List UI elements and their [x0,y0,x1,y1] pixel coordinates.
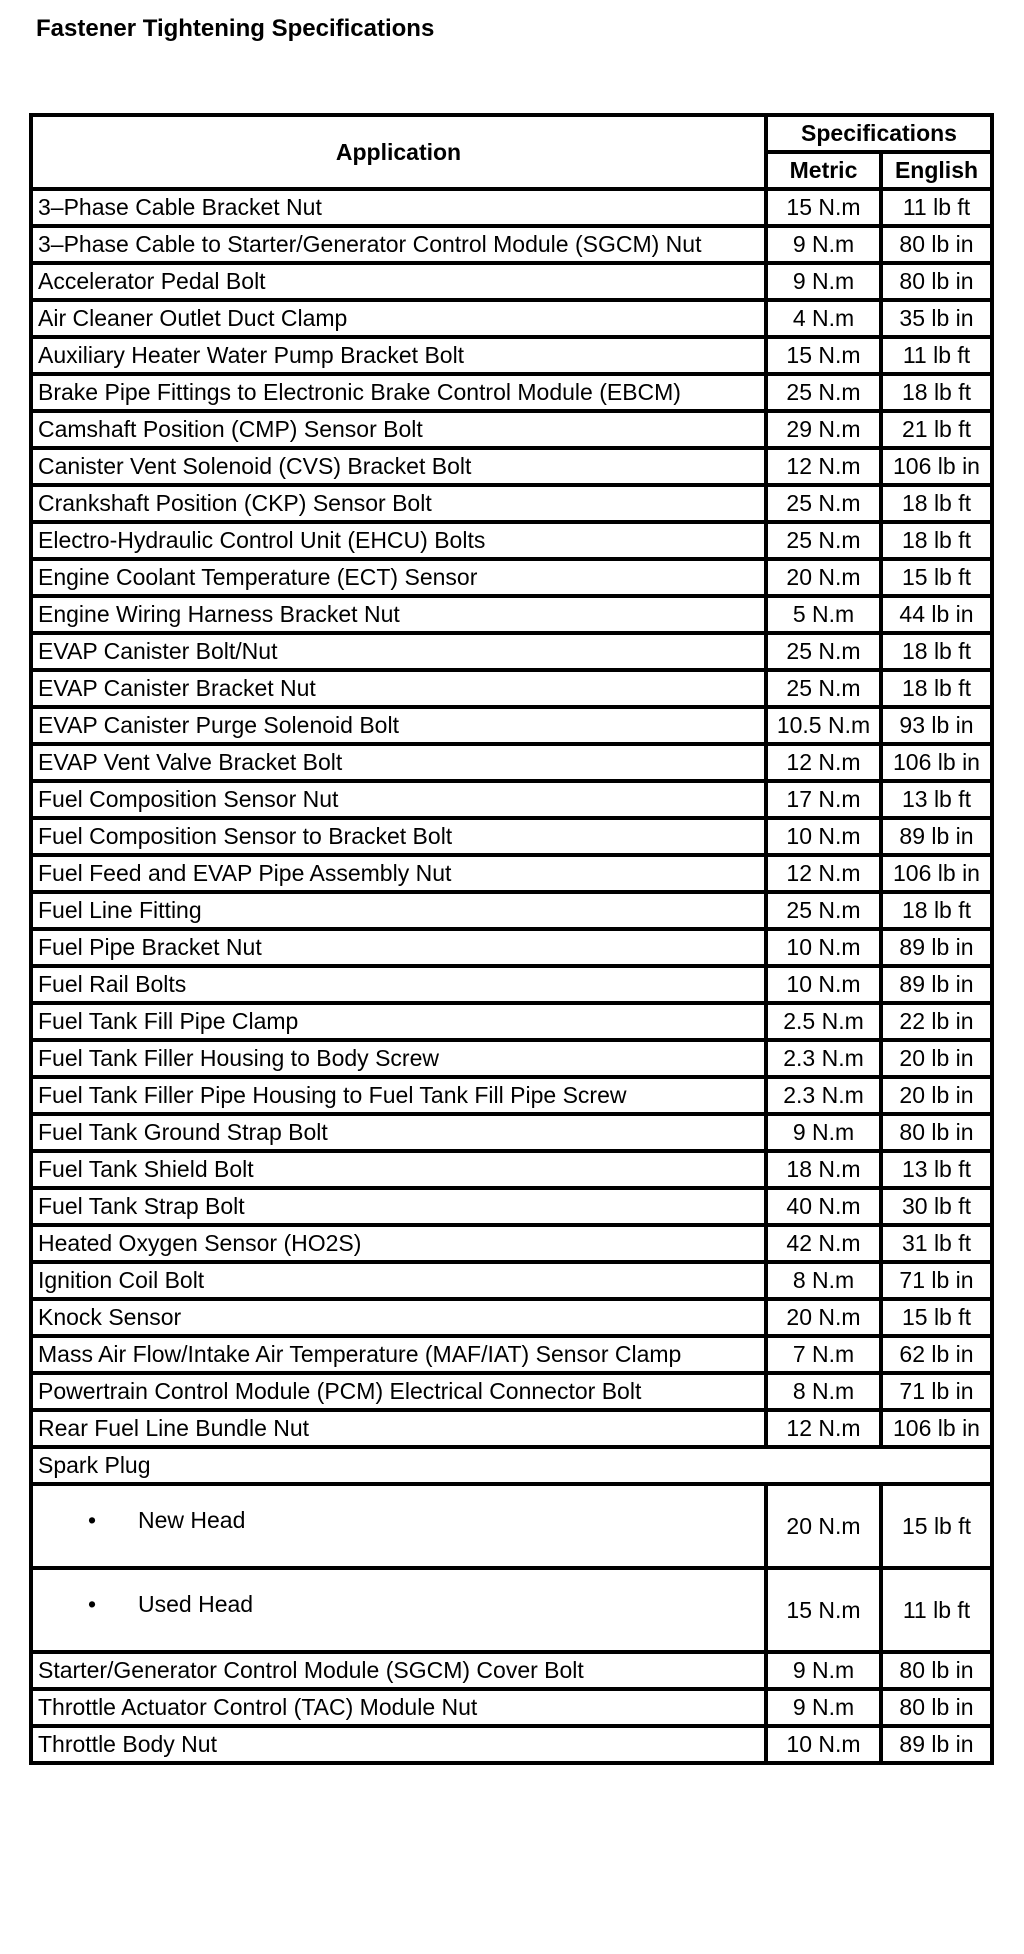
application-cell: Powertrain Control Module (PCM) Electrical Connector Bolt [31,1373,766,1410]
application-cell [31,1568,766,1652]
table-row [31,633,992,670]
metric-cell: 9 N.m [766,226,881,263]
english-cell: 89 lb in [881,818,992,855]
metric-cell: 15 N.m [766,337,881,374]
bullet-icon: • [88,1591,97,1617]
application-cell: Fuel Tank Filler Housing to Body Screw [31,1040,766,1077]
table-row [31,263,992,300]
application-cell: Camshaft Position (CMP) Sensor Bolt [31,411,766,448]
application-cell: Rear Fuel Line Bundle Nut [31,1410,766,1447]
application-cell: Fuel Line Fitting [31,892,766,929]
english-cell: 18 lb ft [881,485,992,522]
application-cell: Heated Oxygen Sensor (HO2S) [31,1225,766,1262]
metric-header: Metric [766,152,881,189]
spark-plug-label: Spark Plug [31,1447,992,1484]
table-row [31,1040,992,1077]
english-cell: 18 lb ft [881,892,992,929]
table-row [31,596,992,633]
english-cell: 18 lb ft [881,522,992,559]
metric-cell: 25 N.m [766,892,881,929]
application-cell: Throttle Body Nut [31,1726,766,1763]
metric-cell: 2.5 N.m [766,1003,881,1040]
english-cell: 80 lb in [881,1114,992,1151]
metric-cell: 12 N.m [766,744,881,781]
table-row [31,1077,992,1114]
page-title: Fastener Tightening Specifications [36,15,435,42]
table-row [31,1410,992,1447]
english-cell: 80 lb in [881,1652,992,1689]
table-row [31,707,992,744]
metric-cell: 25 N.m [766,485,881,522]
metric-cell: 18 N.m [766,1151,881,1188]
english-cell: 31 lb ft [881,1225,992,1262]
english-cell: 13 lb ft [881,1151,992,1188]
application-cell: Fuel Tank Fill Pipe Clamp [31,1003,766,1040]
table-row [31,818,992,855]
table-row [31,559,992,596]
table-row [31,1262,992,1299]
metric-cell: 7 N.m [766,1336,881,1373]
application-cell [31,1484,766,1568]
table-row [31,1003,992,1040]
application-text: Used Head [138,1591,254,1617]
table-row [31,929,992,966]
table-row [31,1114,992,1151]
metric-cell: 25 N.m [766,633,881,670]
table-row [31,1652,992,1689]
application-text: New Head [138,1507,246,1533]
english-cell: 20 lb in [881,1040,992,1077]
application-cell: Throttle Actuator Control (TAC) Module Nut [31,1689,766,1726]
table-row [31,1568,992,1652]
metric-cell: 2.3 N.m [766,1040,881,1077]
metric-cell: 9 N.m [766,263,881,300]
application-cell: Fuel Pipe Bracket Nut [31,929,766,966]
english-cell: 22 lb in [881,1003,992,1040]
application-cell: Mass Air Flow/Intake Air Temperature (MAF/IAT) Sensor Clamp [31,1336,766,1373]
application-cell: Ignition Coil Bolt [31,1262,766,1299]
table-row [31,1447,992,1484]
english-cell: 93 lb in [881,707,992,744]
application-cell: EVAP Vent Valve Bracket Bolt [31,744,766,781]
table-row [31,300,992,337]
metric-cell: 40 N.m [766,1188,881,1225]
table-row [31,1225,992,1262]
metric-cell: 10 N.m [766,966,881,1003]
english-cell: 89 lb in [881,929,992,966]
application-cell: 3–Phase Cable Bracket Nut [31,189,766,226]
application-cell: Air Cleaner Outlet Duct Clamp [31,300,766,337]
metric-cell: 29 N.m [766,411,881,448]
specifications-header: Specifications [766,115,992,152]
metric-cell: 42 N.m [766,1225,881,1262]
table-row [31,1336,992,1373]
metric-cell: 12 N.m [766,448,881,485]
table-row [31,448,992,485]
english-cell: 18 lb ft [881,633,992,670]
metric-cell: 20 N.m [766,1299,881,1336]
metric-cell: 9 N.m [766,1652,881,1689]
table-body-main [31,189,992,1447]
application-cell: Fuel Tank Ground Strap Bolt [31,1114,766,1151]
table-row [31,374,992,411]
table-row [31,1188,992,1225]
application-cell: Fuel Composition Sensor Nut [31,781,766,818]
english-cell: 11 lb ft [881,1568,992,1652]
metric-cell: 8 N.m [766,1373,881,1410]
application-cell: Accelerator Pedal Bolt [31,263,766,300]
metric-cell: 9 N.m [766,1689,881,1726]
table-row [31,1689,992,1726]
metric-cell: 10 N.m [766,818,881,855]
specifications-table [29,113,994,1765]
english-cell: 15 lb ft [881,1484,992,1568]
english-cell: 106 lb in [881,744,992,781]
table-row [31,337,992,374]
table-row [31,855,992,892]
metric-cell: 17 N.m [766,781,881,818]
metric-cell: 20 N.m [766,1484,881,1568]
metric-cell: 10 N.m [766,929,881,966]
metric-cell: 9 N.m [766,1114,881,1151]
application-cell: EVAP Canister Bolt/Nut [31,633,766,670]
english-cell: 18 lb ft [881,670,992,707]
application-cell: Fuel Feed and EVAP Pipe Assembly Nut [31,855,766,892]
metric-cell: 10.5 N.m [766,707,881,744]
metric-cell: 12 N.m [766,1410,881,1447]
english-cell: 15 lb ft [881,1299,992,1336]
application-cell: Engine Wiring Harness Bracket Nut [31,596,766,633]
application-cell: Fuel Tank Filler Pipe Housing to Fuel Tank Fill Pipe Screw [31,1077,766,1114]
application-cell: Fuel Composition Sensor to Bracket Bolt [31,818,766,855]
english-cell: 106 lb in [881,448,992,485]
metric-cell: 4 N.m [766,300,881,337]
table-row [31,670,992,707]
bullet-icon: • [88,1507,97,1533]
english-cell: 15 lb ft [881,559,992,596]
english-cell: 80 lb in [881,263,992,300]
metric-cell: 25 N.m [766,522,881,559]
metric-cell: 25 N.m [766,374,881,411]
application-cell: Engine Coolant Temperature (ECT) Sensor [31,559,766,596]
english-cell: 80 lb in [881,226,992,263]
table-row [31,189,992,226]
metric-cell: 8 N.m [766,1262,881,1299]
metric-cell: 15 N.m [766,1568,881,1652]
table-row [31,1484,992,1568]
application-cell: 3–Phase Cable to Starter/Generator Control Module (SGCM) Nut [31,226,766,263]
table-row [31,226,992,263]
table-row [31,781,992,818]
table-row [31,1151,992,1188]
application-cell: EVAP Canister Purge Solenoid Bolt [31,707,766,744]
spark-plug-group [31,1447,992,1652]
table-header [31,115,992,189]
metric-cell: 5 N.m [766,596,881,633]
table-row [31,1299,992,1336]
english-cell: 80 lb in [881,1689,992,1726]
application-cell: Crankshaft Position (CKP) Sensor Bolt [31,485,766,522]
metric-cell: 20 N.m [766,559,881,596]
table-row [31,411,992,448]
english-cell: 44 lb in [881,596,992,633]
application-cell: Starter/Generator Control Module (SGCM) Cover Bolt [31,1652,766,1689]
english-cell: 30 lb ft [881,1188,992,1225]
application-cell: Fuel Tank Strap Bolt [31,1188,766,1225]
application-cell: Fuel Rail Bolts [31,966,766,1003]
english-cell: 106 lb in [881,855,992,892]
table-row [31,485,992,522]
metric-cell: 2.3 N.m [766,1077,881,1114]
application-cell: Brake Pipe Fittings to Electronic Brake Control Module (EBCM) [31,374,766,411]
metric-cell: 12 N.m [766,855,881,892]
metric-cell: 10 N.m [766,1726,881,1763]
table-row [31,966,992,1003]
table-row [31,892,992,929]
application-cell: Electro-Hydraulic Control Unit (EHCU) Bolts [31,522,766,559]
application-cell: Knock Sensor [31,1299,766,1336]
english-header: English [881,152,992,189]
application-cell: Canister Vent Solenoid (CVS) Bracket Bolt [31,448,766,485]
application-cell: EVAP Canister Bracket Nut [31,670,766,707]
metric-cell: 15 N.m [766,189,881,226]
english-cell: 18 lb ft [881,374,992,411]
english-cell: 13 lb ft [881,781,992,818]
application-header: Application [31,115,766,189]
table-body-tail [31,1652,992,1763]
english-cell: 35 lb in [881,300,992,337]
english-cell: 11 lb ft [881,189,992,226]
english-cell: 20 lb in [881,1077,992,1114]
metric-cell: 25 N.m [766,670,881,707]
table-row [31,1726,992,1763]
table-row [31,1373,992,1410]
english-cell: 11 lb ft [881,337,992,374]
application-cell: Fuel Tank Shield Bolt [31,1151,766,1188]
english-cell: 21 lb ft [881,411,992,448]
table-row [31,744,992,781]
english-cell: 106 lb in [881,1410,992,1447]
english-cell: 89 lb in [881,1726,992,1763]
english-cell: 89 lb in [881,966,992,1003]
english-cell: 71 lb in [881,1262,992,1299]
table-row [31,522,992,559]
english-cell: 62 lb in [881,1336,992,1373]
application-cell: Auxiliary Heater Water Pump Bracket Bolt [31,337,766,374]
english-cell: 71 lb in [881,1373,992,1410]
